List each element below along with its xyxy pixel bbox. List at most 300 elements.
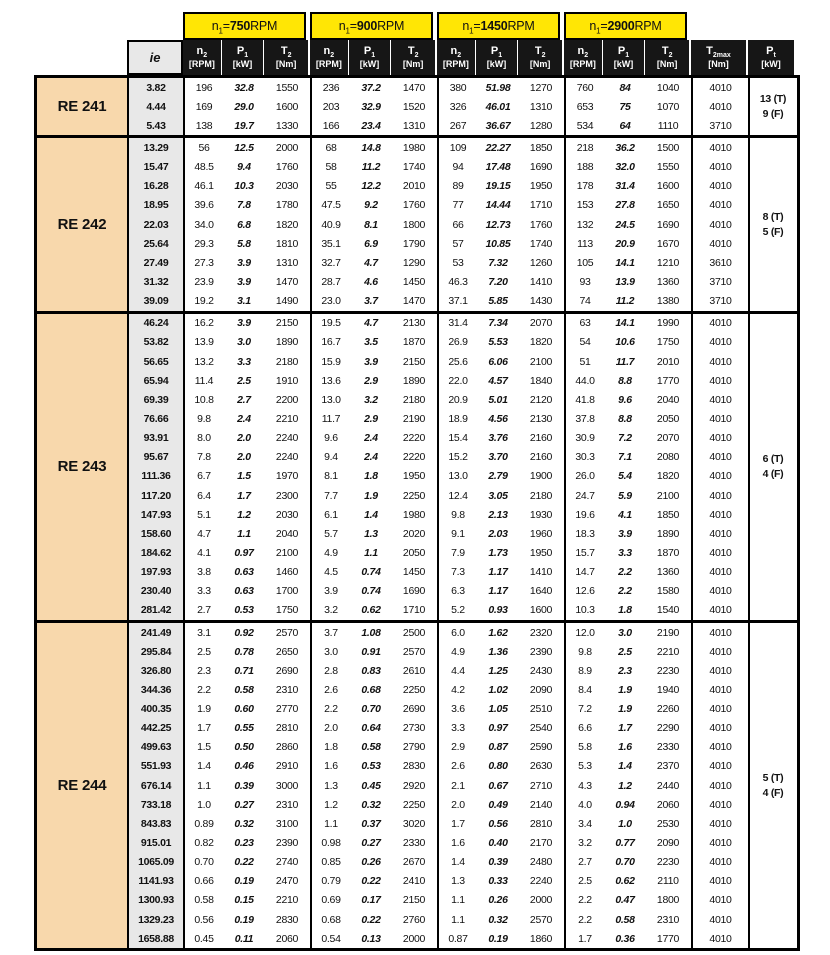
t2-value: 2650: [275, 645, 299, 658]
speed-group-cell: [312, 448, 439, 467]
t2-value: 2050: [656, 412, 680, 425]
t2max-value: 4010: [693, 138, 750, 157]
t2-value: 1770: [656, 932, 680, 945]
p1-value: 0.26: [488, 894, 508, 907]
t2-value: 2440: [656, 779, 680, 792]
table-row: [129, 292, 750, 311]
speed-group-cell: [439, 700, 566, 719]
t2max-value: 4010: [693, 680, 750, 699]
speed-header: $n_1$ = 1450 RPM: [437, 12, 560, 40]
speed-header: $n_1$ = 2900 RPM: [564, 12, 687, 40]
t2-value: 2010: [656, 355, 680, 368]
p1-value: 14.1: [615, 256, 635, 269]
n2-value: 54: [579, 336, 591, 349]
t2-value: 1960: [529, 527, 553, 540]
p1-value: 0.53: [234, 604, 254, 617]
speed-group-cell: [566, 292, 693, 311]
p1-value: 22.27: [485, 141, 511, 154]
n2-value: 105: [576, 256, 594, 269]
n2-value: 2.2: [578, 894, 592, 907]
ie-cell: 1658.88: [129, 929, 185, 948]
n2-value: 10.8: [194, 393, 214, 406]
p1-value: 1.05: [488, 703, 508, 716]
table-row: [129, 467, 750, 486]
p1-value: 8.8: [618, 412, 632, 425]
p1-value: 1.08: [361, 626, 381, 639]
t2-value: 1600: [529, 604, 553, 617]
speed-group-cell: [566, 563, 693, 582]
p1-value: 1.4: [618, 760, 632, 773]
p1-value: 23.4: [361, 119, 381, 132]
t2-value: 2910: [275, 760, 299, 773]
p1-value: 0.63: [234, 585, 254, 598]
speed-group-cell: [312, 680, 439, 699]
ie-cell: 93.91: [129, 429, 185, 448]
n2-value: 6.0: [451, 626, 465, 639]
speed-group-cell: [312, 853, 439, 872]
n2-value: 7.7: [324, 489, 338, 502]
p1-value: 64: [619, 119, 631, 132]
p1-value: 2.03: [488, 527, 508, 540]
n2-value: 58: [325, 161, 337, 174]
ie-cell: 326.80: [129, 661, 185, 680]
t2max-value: 4010: [693, 929, 750, 948]
n2-value: 2.6: [451, 760, 465, 773]
p1-value: 2.2: [618, 566, 632, 579]
ie-cell: 4.44: [129, 97, 185, 116]
t2-value: 2430: [529, 664, 553, 677]
t2-value: 1270: [529, 81, 553, 94]
n2-value: 1.3: [324, 779, 338, 792]
t2max-value: 4010: [693, 97, 750, 116]
p1-value: 1.8: [364, 470, 378, 483]
p1-value: 1.62: [488, 626, 508, 639]
n2-value: 6.7: [197, 470, 211, 483]
n2-value: 12.6: [575, 585, 595, 598]
p1-value: 0.22: [234, 856, 254, 869]
speed-group-cell: [312, 719, 439, 738]
p1-value: 3.9: [237, 317, 251, 330]
p1-value: 5.53: [488, 336, 508, 349]
speed-group-cell: [312, 872, 439, 891]
speed-group-cell: [312, 795, 439, 814]
pt-value-line: 13 (T): [759, 93, 787, 106]
t2max-value: 4010: [693, 910, 750, 929]
speed-group-cell: [439, 116, 566, 135]
speed-group-cell: [185, 486, 312, 505]
speed-group-cell: [566, 872, 693, 891]
t2max-value: 4010: [693, 409, 750, 428]
t2-value: 1310: [275, 256, 299, 269]
n2-value: 46.1: [194, 180, 214, 193]
t2-value: 2260: [656, 703, 680, 716]
n2-value: 4.3: [578, 779, 592, 792]
t2-value: 1500: [656, 141, 680, 154]
n2-value: 0.82: [194, 837, 214, 850]
n2-value: 6.3: [451, 585, 465, 598]
t2-value: 1310: [529, 100, 553, 113]
speed-group-cell: [566, 776, 693, 795]
speed-group-cell: [185, 563, 312, 582]
n2-column-header: $n_2$ [RPM]: [442, 45, 469, 69]
table-row: [129, 623, 750, 642]
speed-group-cell: [312, 776, 439, 795]
p1-value: 0.19: [234, 913, 254, 926]
speed-group-cell: [566, 234, 693, 253]
n2-value: 0.85: [321, 856, 341, 869]
t2-value: 1820: [529, 336, 553, 349]
t2-value: 1520: [402, 100, 426, 113]
t2max-value: 4010: [693, 853, 750, 872]
n2-value: 218: [576, 141, 594, 154]
t2max-value: 4010: [693, 642, 750, 661]
n2-value: 35.1: [321, 237, 341, 250]
table-body: [34, 75, 800, 951]
n2-value: 13.2: [194, 355, 214, 368]
n2-value: 6.6: [578, 722, 592, 735]
n2-value: 0.70: [194, 856, 214, 869]
p1-value: 1.9: [618, 703, 632, 716]
n2-value: 13.0: [321, 393, 341, 406]
t2-value: 2920: [402, 779, 426, 792]
p1-value: 0.22: [361, 913, 381, 926]
p1-value: 5.9: [618, 489, 632, 502]
t2-value: 1330: [275, 119, 299, 132]
t2-value: 1600: [275, 100, 299, 113]
speed-group-cell: [312, 409, 439, 428]
t2-value: 2020: [402, 527, 426, 540]
speed-group-cell: [312, 543, 439, 562]
p1-value: 0.11: [234, 932, 254, 945]
p1-value: 2.4: [364, 451, 378, 464]
speed-group-cell: [439, 853, 566, 872]
n2-value: 1.7: [197, 722, 211, 735]
t2-value: 2100: [656, 489, 680, 502]
speed-group-cell: [439, 448, 566, 467]
speed-group-cell: [566, 158, 693, 177]
n2-value: 3.8: [197, 566, 211, 579]
speed-group-cell: [566, 314, 693, 333]
p1-value: 24.5: [615, 218, 635, 231]
t2-value: 2300: [275, 489, 299, 502]
p1-value: 2.9: [364, 374, 378, 387]
speed-group-cell: [185, 872, 312, 891]
table-row: [129, 719, 750, 738]
p1-value: 0.64: [361, 722, 381, 735]
speed-group-cell: [185, 314, 312, 333]
n2-value: 34.0: [194, 218, 214, 231]
n2-value: 4.2: [451, 683, 465, 696]
t2max-value: 4010: [693, 814, 750, 833]
speed-group-cell: [185, 795, 312, 814]
p1-value: 0.67: [488, 779, 508, 792]
speed-group-cell: [185, 719, 312, 738]
column-header-row: [34, 40, 800, 75]
n2-value: 1.7: [578, 932, 592, 945]
speed-group-cell: [185, 814, 312, 833]
t2-column-header: $T_2$ [Nm]: [263, 40, 308, 75]
p1-value: 1.7: [237, 489, 251, 502]
p1-value: 1.2: [237, 508, 251, 521]
speed-group-cell: [566, 719, 693, 738]
pt-column-header: [748, 40, 794, 75]
t2-value: 2250: [402, 798, 426, 811]
speed-group-cell: [566, 78, 693, 97]
n2-value: 8.1: [324, 470, 338, 483]
t2-value: 1600: [656, 180, 680, 193]
p1-value: 0.47: [615, 894, 635, 907]
speed-group-cell: [566, 196, 693, 215]
speed-group-cell: [185, 891, 312, 910]
speed-group-cell: [312, 623, 439, 642]
p1-value: 7.2: [618, 432, 632, 445]
pt-value-line: 4 (F): [762, 467, 784, 480]
t2max-value: 4010: [693, 234, 750, 253]
p1-value: 12.2: [361, 180, 381, 193]
n2-value: 3.0: [324, 645, 338, 658]
p1-value: 9.4: [237, 161, 251, 174]
t2-value: 2730: [402, 722, 426, 735]
t2-value: 1470: [402, 295, 426, 308]
speed-group-cell: [439, 872, 566, 891]
speed-group-cell: [439, 215, 566, 234]
t2-value: 1470: [275, 275, 299, 288]
n2-value: 48.5: [194, 161, 214, 174]
t2-value: 1890: [402, 374, 426, 387]
ie-cell: 31.32: [129, 272, 185, 291]
p1-value: 0.77: [615, 837, 635, 850]
table-row: [129, 700, 750, 719]
speed-group-cell: [566, 97, 693, 116]
t2max-value: 4010: [693, 623, 750, 642]
table-row: [129, 333, 750, 352]
p1-value: 0.37: [361, 817, 381, 830]
n2-value: 7.9: [451, 546, 465, 559]
p1-value: 7.20: [488, 275, 508, 288]
n2-value: 57: [452, 237, 464, 250]
t2-value: 1380: [656, 295, 680, 308]
speed-group-cell: [312, 253, 439, 272]
t2-value: 2220: [402, 451, 426, 464]
speed-group-cell: [185, 642, 312, 661]
table-row: [129, 448, 750, 467]
t2max-value: 4010: [693, 352, 750, 371]
t2-value: 2200: [275, 393, 299, 406]
p1-value: 6.06: [488, 355, 508, 368]
n2-value: 653: [576, 100, 594, 113]
speed-group-cell: [439, 776, 566, 795]
t2-value: 1460: [275, 566, 299, 579]
table-row: [129, 680, 750, 699]
p1-value: 1.1: [364, 546, 378, 559]
n2-value: 4.5: [324, 566, 338, 579]
t2-value: 2240: [275, 432, 299, 445]
t2-value: 2470: [275, 875, 299, 888]
t2-value: 2180: [402, 393, 426, 406]
p1-value: 0.55: [234, 722, 254, 735]
n2-value: 31.4: [448, 317, 468, 330]
n2-value: 3.3: [451, 722, 465, 735]
speed-group-cell: [312, 891, 439, 910]
t2-value: 1450: [402, 275, 426, 288]
t2-value: 1360: [656, 275, 680, 288]
p1-value: 7.1: [618, 451, 632, 464]
speed-group-cell: [439, 661, 566, 680]
speed-group-cell: [312, 757, 439, 776]
speed-group-cell: [566, 467, 693, 486]
t2-value: 2060: [275, 932, 299, 945]
p1-value: 0.83: [361, 664, 381, 677]
t2-value: 2230: [656, 664, 680, 677]
t2-value: 2040: [656, 393, 680, 406]
pt-cell: [750, 314, 796, 620]
t2-value: 2570: [402, 645, 426, 658]
n2-value: 0.89: [194, 817, 214, 830]
p1-value: 5.8: [237, 237, 251, 250]
n2-value: 2.3: [197, 664, 211, 677]
p1-value: 11.2: [361, 161, 381, 174]
table-row: [129, 138, 750, 157]
t2-value: 1950: [529, 546, 553, 559]
t2-value: 1310: [402, 119, 426, 132]
table-row: [129, 158, 750, 177]
t2-value: 1860: [529, 932, 553, 945]
speed-group-cell: [439, 486, 566, 505]
n2-value: 77: [452, 199, 464, 212]
p1-value: 0.62: [361, 604, 381, 617]
speed-group-cell: [312, 97, 439, 116]
t2-column-header: $T_2$ [Nm]: [644, 40, 689, 75]
p1-value: 0.56: [488, 817, 508, 830]
p1-value: 0.26: [361, 856, 381, 869]
t2-column-header: $T_2$ [Nm]: [517, 40, 562, 75]
t2max-value: 4010: [693, 158, 750, 177]
ie-cell: 65.94: [129, 371, 185, 390]
speed-group-cell: [312, 486, 439, 505]
t2max-value: 4010: [693, 486, 750, 505]
t2-value: 2000: [402, 932, 426, 945]
n2-value: 196: [195, 81, 213, 94]
speed-group-cell: [185, 524, 312, 543]
t2-value: 2480: [529, 856, 553, 869]
ie-cell: 344.36: [129, 680, 185, 699]
n2-value: 3.7: [324, 626, 338, 639]
t2max-value: 4010: [693, 429, 750, 448]
n2-value: 74: [579, 295, 591, 308]
t2-value: 1760: [402, 199, 426, 212]
n2-value: 46.3: [448, 275, 468, 288]
p1-value: 13.9: [615, 275, 635, 288]
t2-value: 2060: [656, 798, 680, 811]
p1-value: 1.17: [488, 585, 508, 598]
p1-value: 4.7: [364, 317, 378, 330]
speed-group-cell: [185, 929, 312, 948]
n2-value: 2.2: [324, 703, 338, 716]
p1-value: 3.76: [488, 432, 508, 445]
t2-value: 2330: [656, 741, 680, 754]
table-row: [129, 505, 750, 524]
speed-group-cell: [312, 352, 439, 371]
pt-cell: [750, 78, 796, 135]
t2-value: 1410: [529, 566, 553, 579]
p1-value: 1.25: [488, 664, 508, 677]
speed-group-cell: [312, 138, 439, 157]
n2-value: 5.2: [451, 604, 465, 617]
t2-value: 2670: [402, 856, 426, 869]
ie-cell: 69.39: [129, 390, 185, 409]
speed-group-cell: [439, 371, 566, 390]
speed-group-cell: [185, 910, 312, 929]
t2-value: 2330: [402, 837, 426, 850]
n2-value: 3.2: [324, 604, 338, 617]
p1-value: 4.1: [618, 508, 632, 521]
t2-value: 1360: [656, 566, 680, 579]
p1-value: 2.5: [618, 645, 632, 658]
t2-value: 2810: [529, 817, 553, 830]
speed-group-cell: [566, 333, 693, 352]
group-rows: [129, 138, 750, 310]
p1-value: 51.98: [485, 81, 511, 94]
p1-value: 3.7: [364, 295, 378, 308]
subheader-group: [183, 40, 308, 75]
p1-value: 4.7: [364, 256, 378, 269]
t2-value: 1640: [529, 585, 553, 598]
t2max-value: 4010: [693, 563, 750, 582]
n2-value: 1.1: [451, 894, 465, 907]
ie-cell: 5.43: [129, 116, 185, 135]
t2max-value: 4010: [693, 314, 750, 333]
table-row: [129, 486, 750, 505]
speed-group-cell: [312, 467, 439, 486]
n2-value: 1.1: [197, 779, 211, 792]
n2-value: 5.8: [578, 741, 592, 754]
n2-value: 15.4: [448, 432, 468, 445]
p1-value: 3.70: [488, 451, 508, 464]
p1-value: 0.93: [488, 604, 508, 617]
p1-value: 3.05: [488, 489, 508, 502]
n2-value: 19.5: [321, 317, 341, 330]
p1-value: 32.9: [361, 100, 381, 113]
model-label: RE 242: [37, 138, 129, 310]
ie-cell: 13.29: [129, 138, 185, 157]
p1-value: 0.50: [234, 741, 254, 754]
n2-value: 55: [325, 180, 337, 193]
t2-value: 2080: [656, 451, 680, 464]
speed-group-cell: [566, 601, 693, 620]
model-column-spacer: [37, 40, 127, 75]
speed-group-cell: [566, 371, 693, 390]
t2-value: 1690: [656, 218, 680, 231]
n2-value: 1.6: [324, 760, 338, 773]
n2-value: 6.4: [197, 489, 211, 502]
t2-value: 1980: [402, 141, 426, 154]
table-row: [129, 524, 750, 543]
speed-group-cell: [566, 116, 693, 135]
table-row: [129, 833, 750, 852]
t2max-column-header: [691, 40, 746, 75]
n2-value: 2.6: [324, 683, 338, 696]
p1-value: 3.2: [364, 393, 378, 406]
p1-value: 0.40: [488, 837, 508, 850]
table-row: [129, 795, 750, 814]
p1-value: 0.27: [361, 837, 381, 850]
t2-value: 2110: [657, 875, 679, 888]
t2-value: 1750: [275, 604, 299, 617]
p1-value: 0.53: [361, 760, 381, 773]
speed-group-cell: [566, 448, 693, 467]
ie-cell: 676.14: [129, 776, 185, 795]
speed-group-cell: [439, 78, 566, 97]
